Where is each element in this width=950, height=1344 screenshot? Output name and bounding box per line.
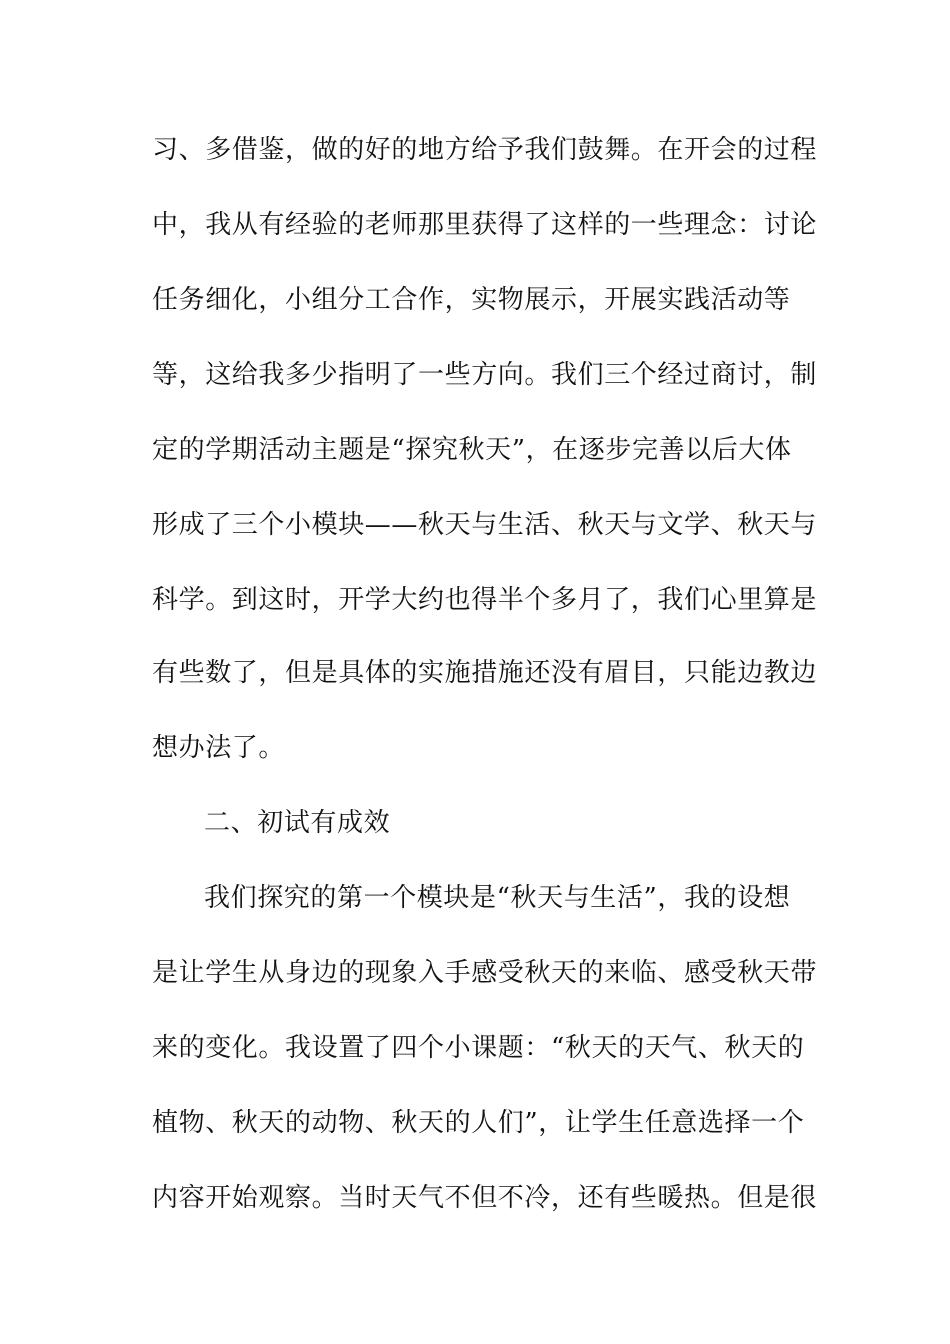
paragraph-line: 植物、秋天的动物、秋天的人们”，让学生任意选择一个 bbox=[152, 1108, 805, 1138]
paragraph-line: 形成了三个小模块——秋天与生活、秋天与文学、秋天与 bbox=[152, 510, 818, 540]
paragraph-line: 我们探究的第一个模块是“秋天与生活”，我的设想 bbox=[204, 883, 791, 913]
paragraph-line: 中，我从有经验的老师那里获得了这样的一些理念：讨论 bbox=[152, 210, 818, 240]
paragraph-line: 内容开始观察。当时天气不但不冷，还有些暖热。但是很 bbox=[152, 1183, 818, 1213]
paragraph-line: 习、多借鉴，做的好的地方给予我们鼓舞。在开会的过程 bbox=[152, 135, 818, 165]
paragraph-line: 定的学期活动主题是“探究秋天”，在逐步完善以后大体 bbox=[152, 435, 792, 465]
paragraph-line: 想办法了。 bbox=[152, 733, 286, 763]
paragraph-line: 是让学生从身边的现象入手感受秋天的来临、感受秋天带 bbox=[152, 958, 818, 988]
paragraph-line: 来的变化。我设置了四个小课题：“秋天的天气、秋天的 bbox=[152, 1033, 805, 1063]
paragraph-line: 任务细化，小组分工合作，实物展示，开展实践活动等 bbox=[152, 285, 791, 315]
paragraph-line: 等，这给我多少指明了一些方向。我们三个经过商讨，制 bbox=[152, 360, 818, 390]
paragraph-line: 有些数了，但是具体的实施措施还没有眉目，只能边教边 bbox=[152, 658, 818, 688]
paragraph-line: 科学。到这时，开学大约也得半个多月了，我们心里算是 bbox=[152, 585, 818, 615]
section-heading: 二、初试有成效 bbox=[204, 808, 391, 838]
